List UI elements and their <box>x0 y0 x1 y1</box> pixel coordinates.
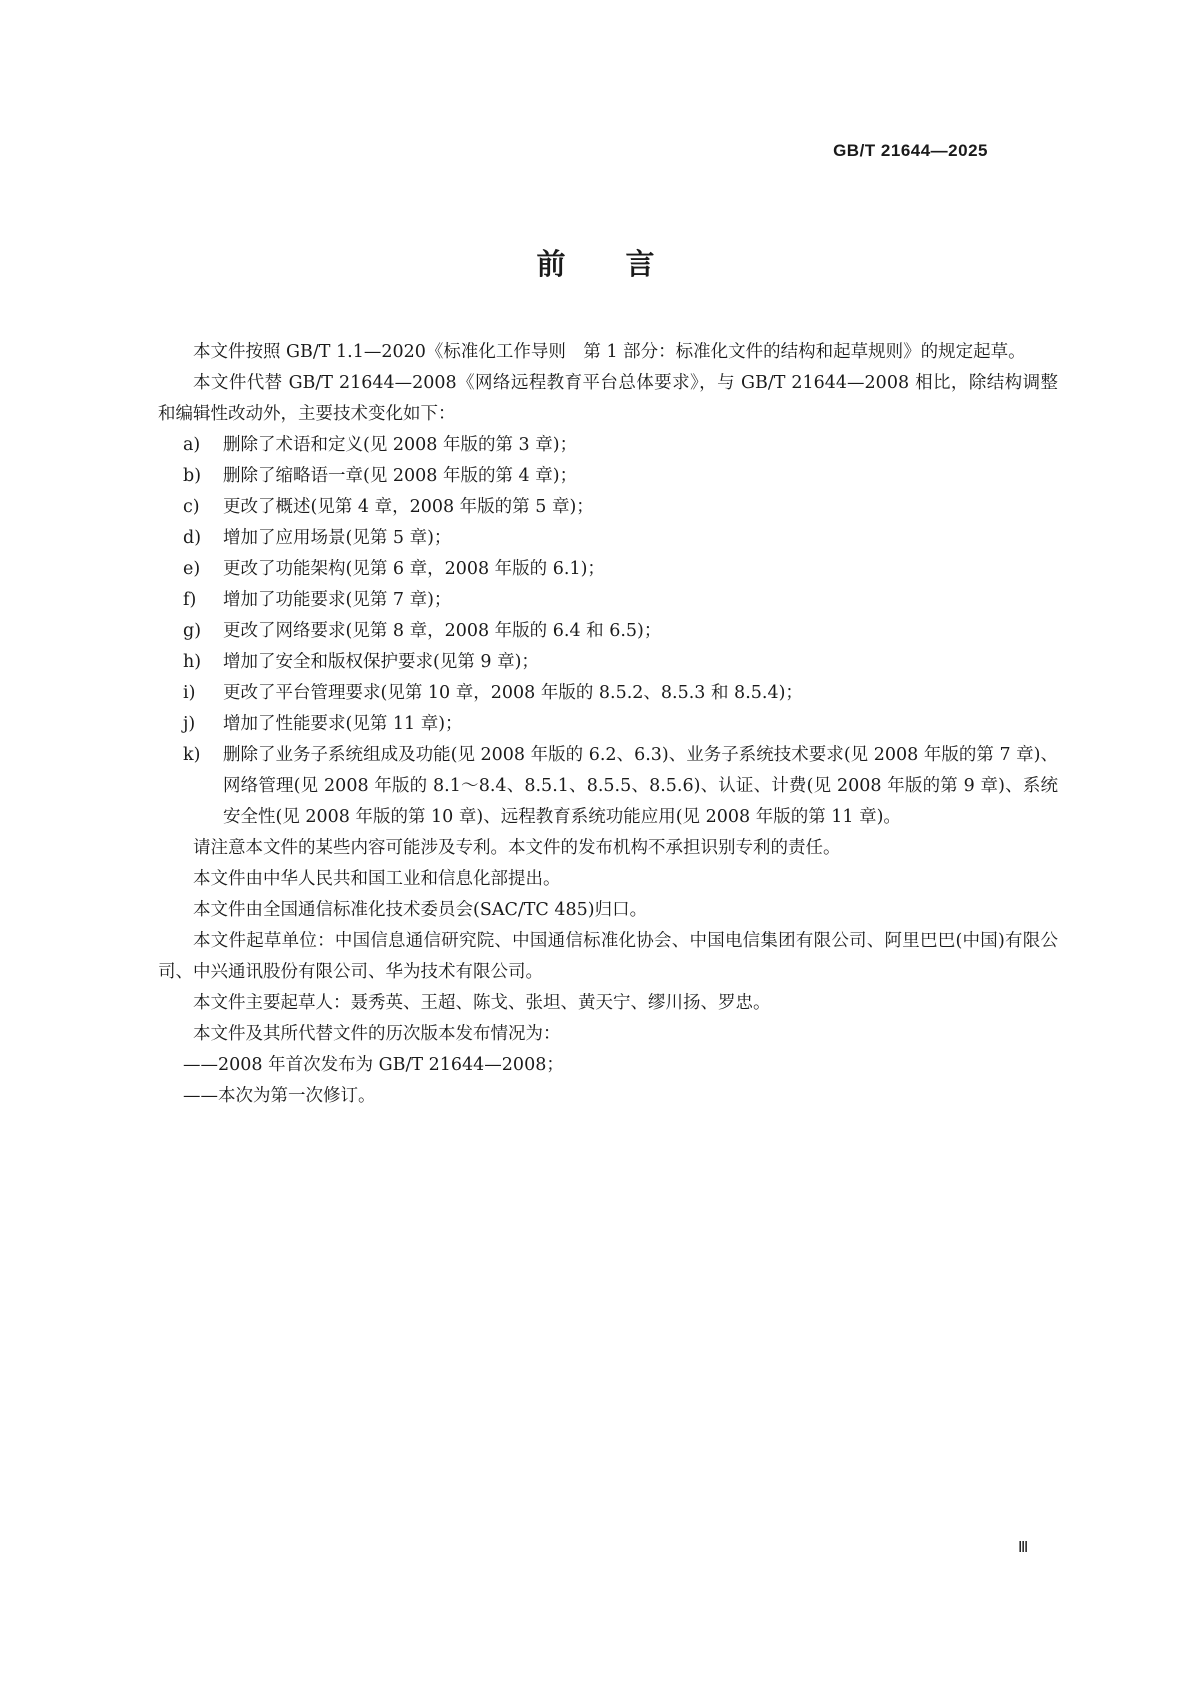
history-item: ——本次为第一次修订。 <box>183 1086 376 1106</box>
standard-code: GB/T 21644—2025 <box>833 141 988 160</box>
page-title: 前言 <box>536 247 715 281</box>
history-item: ——2008 年首次发布为 GB/T 21644—2008； <box>183 1055 564 1075</box>
list-item <box>158 709 1058 740</box>
list-marker: e) <box>183 559 201 579</box>
list-item <box>158 492 1058 523</box>
list-marker: f) <box>183 590 197 610</box>
list-text: 更改了网络要求(见第 8 章，2008 年版的 6.4 和 6.5)； <box>223 621 662 641</box>
list-marker: j) <box>183 714 196 734</box>
drafting-units: 本文件起草单位：中国信息通信研究院、中国通信标准化协会、中国电信集团有限公司、阿里巴巴(中国)有限公司、中兴通讯股份有限公司、华为技术有限公司。 <box>158 931 1058 982</box>
drafters: 本文件主要起草人：聂秀英、王超、陈戈、张坦、黄天宁、缪川扬、罗忠。 <box>193 993 771 1013</box>
list-text: 增加了性能要求(见第 11 章)； <box>223 714 463 734</box>
page-number: Ⅲ <box>1018 1540 1029 1556</box>
list-text: 增加了功能要求(见第 7 章)； <box>223 590 452 610</box>
list-marker: d) <box>183 528 202 548</box>
list-item <box>158 585 1058 616</box>
proposer-statement: 本文件由中华人民共和国工业和信息化部提出。 <box>193 869 561 889</box>
list-text: 删除了缩略语一章(见 2008 年版的第 4 章)； <box>223 466 578 486</box>
list-marker: b) <box>183 466 202 486</box>
changes-list <box>158 430 1058 833</box>
list-item <box>158 616 1058 647</box>
list-item <box>158 647 1058 678</box>
list-item <box>158 740 1058 833</box>
patent-notice: 请注意本文件的某些内容可能涉及专利。本文件的发布机构不承担识别专利的责任。 <box>193 838 841 858</box>
list-marker: i) <box>183 683 196 703</box>
list-text: 删除了术语和定义(见 2008 年版的第 3 章)； <box>223 435 578 455</box>
list-text: 增加了安全和版权保护要求(见第 9 章)； <box>223 652 539 672</box>
history-intro: 本文件及其所代替文件的历次版本发布情况为： <box>193 1024 561 1044</box>
list-text: 更改了概述(见第 4 章，2008 年版的第 5 章)； <box>223 497 594 517</box>
list-item <box>158 523 1058 554</box>
list-marker: c) <box>183 497 200 517</box>
list-item <box>158 461 1058 492</box>
foreword-body <box>158 337 1058 1112</box>
list-marker: h) <box>183 652 202 672</box>
paragraph-drafting-rules: 本文件按照 GB/T 1.1—2020《标准化工作导则 第 1 部分：标准化文件的结构和起草规则》的规定起草。 <box>193 342 1026 362</box>
list-text: 增加了应用场景(见第 5 章)； <box>223 528 452 548</box>
list-text: 删除了业务子系统组成及功能(见 2008 年版的 6.2、6.3)、业务子系统技术要求(见 2008 年版的第 7 章)、网络管理(见 2008 年版的 8.1～8.4、8.5.1、8.5.5、8.5.6)、认证、计费(见 2008 年版的第 9 章)、系统安全性(见 2008 年版的第 10 章)、远程教育系统功能应用(见 2008 年版的第 11 章)。 <box>223 745 1058 827</box>
list-marker: a) <box>183 435 201 455</box>
technical-committee: 本文件由全国通信标准化技术委员会(SAC/TC 485)归口。 <box>193 900 648 920</box>
list-text: 更改了平台管理要求(见第 10 章，2008 年版的 8.5.2、8.5.3 和 8.5.4)； <box>223 683 803 703</box>
paragraph-replacement: 本文件代替 GB/T 21644—2008《网络远程教育平台总体要求》，与 GB/T 21644—2008 相比，除结构调整和编辑性改动外，主要技术变化如下： <box>158 373 1058 424</box>
list-item <box>158 554 1058 585</box>
list-item <box>158 430 1058 461</box>
list-item <box>158 678 1058 709</box>
list-text: 更改了功能架构(见第 6 章，2008 年版的 6.1)； <box>223 559 605 579</box>
list-marker: g) <box>183 621 202 641</box>
list-marker: k) <box>183 745 201 765</box>
